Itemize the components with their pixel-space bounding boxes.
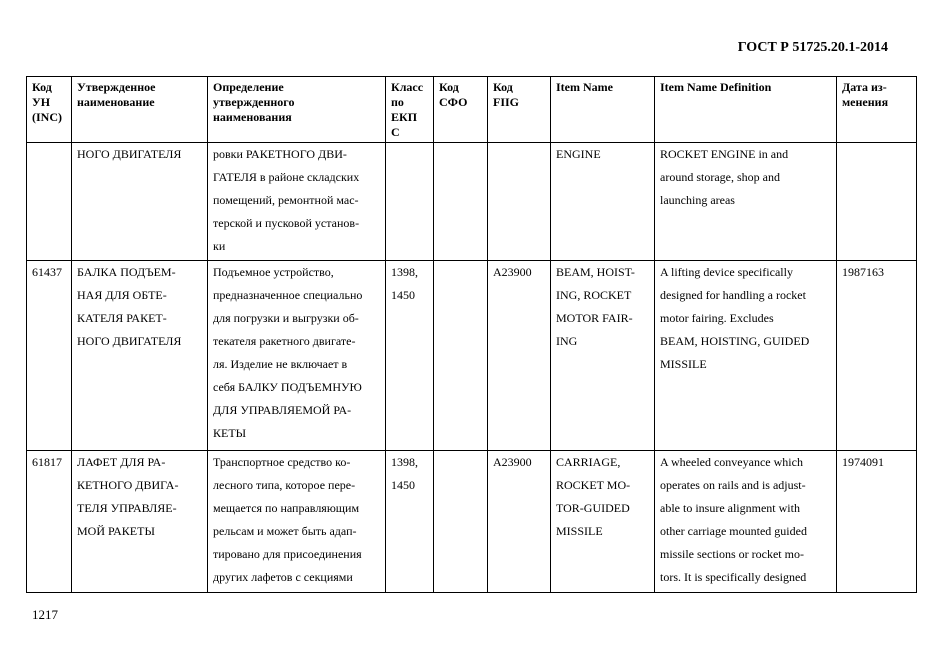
- cell-item-definition: A wheeled conveyance which operates on rails and is adjust- able to insure alignment with other carriage mounted guided missile sections or rocket mo- tors. It is specifically designed: [655, 451, 837, 593]
- document-code: ГОСТ Р 51725.20.1-2014: [737, 40, 888, 55]
- page-number: 1217: [32, 607, 58, 622]
- table-row: [27, 143, 917, 261]
- col-header-fiig: Код FIIG: [488, 77, 551, 143]
- cell-definition: Транспортное средство ко- лесного типа, которое пере- мещается по направляющим рельсам и может быть адап- тировано для присоединения других лафетов с секциями: [208, 451, 386, 593]
- cell-change-date: 1987163: [837, 261, 917, 451]
- cell-approved-name: НОГО ДВИГАТЕЛЯ: [72, 143, 208, 261]
- cell-sfo: [434, 451, 488, 593]
- cell-class: 1398, 1450: [386, 261, 434, 451]
- cell-approved-name: БАЛКА ПОДЪЕМ- НАЯ ДЛЯ ОБТЕ- КАТЕЛЯ РАКЕТ- НОГО ДВИГАТЕЛЯ: [72, 261, 208, 451]
- col-header-definition: Определение утвержденного наименования: [208, 77, 386, 143]
- cell-fiig: A23900: [488, 261, 551, 451]
- cell-item-name: BEAM, HOIST- ING, ROCKET MOTOR FAIR- ING: [551, 261, 655, 451]
- col-header-inc: Код УН (INC): [27, 77, 72, 143]
- cell-fiig: [488, 143, 551, 261]
- cell-item-name: CARRIAGE, ROCKET MO- TOR-GUIDED MISSILE: [551, 451, 655, 593]
- col-header-class: Класс по ЕКП С: [386, 77, 434, 143]
- col-header-item-definition: Item Name Definition: [655, 77, 837, 143]
- cell-definition: Подъемное устройство, предназначенное специально для погрузки и выгрузки об- текателя ракетного двигате- ля. Изделие не включает в себя БАЛКУ ПОДЪЕМНУЮ ДЛЯ УПРАВЛЯЕМОЙ РА- КЕТЫ: [208, 261, 386, 451]
- table-row: [27, 451, 917, 593]
- cell-change-date: [837, 143, 917, 261]
- table-row: [27, 261, 917, 451]
- cell-approved-name: ЛАФЕТ ДЛЯ РА- КЕТНОГО ДВИГА- ТЕЛЯ УПРАВЛЯЕ- МОЙ РАКЕТЫ: [72, 451, 208, 593]
- cell-item-name: ENGINE: [551, 143, 655, 261]
- cell-inc: 61817: [27, 451, 72, 593]
- cell-inc: [27, 143, 72, 261]
- col-header-change-date: Дата из- менения: [837, 77, 917, 143]
- cell-class: 1398, 1450: [386, 451, 434, 593]
- cell-sfo: [434, 143, 488, 261]
- cell-change-date: 1974091: [837, 451, 917, 593]
- col-header-approved-name: Утвержденное наименование: [72, 77, 208, 143]
- cell-inc: 61437: [27, 261, 72, 451]
- cell-definition: ровки РАКЕТНОГО ДВИ- ГАТЕЛЯ в районе складских помещений, ремонтной мас- терской и пусковой установ- ки: [208, 143, 386, 261]
- header-row: [27, 77, 917, 143]
- cell-sfo: [434, 261, 488, 451]
- catalog-table: [26, 76, 917, 593]
- col-header-item-name: Item Name: [551, 77, 655, 143]
- cell-item-definition: ROCKET ENGINE in and around storage, shop and launching areas: [655, 143, 837, 261]
- cell-class: [386, 143, 434, 261]
- cell-fiig: A23900: [488, 451, 551, 593]
- col-header-sfo: Код СФО: [434, 77, 488, 143]
- cell-item-definition: A lifting device specifically designed for handling a rocket motor fairing. Excludes BEAM, HOISTING, GUIDED MISSILE: [655, 261, 837, 451]
